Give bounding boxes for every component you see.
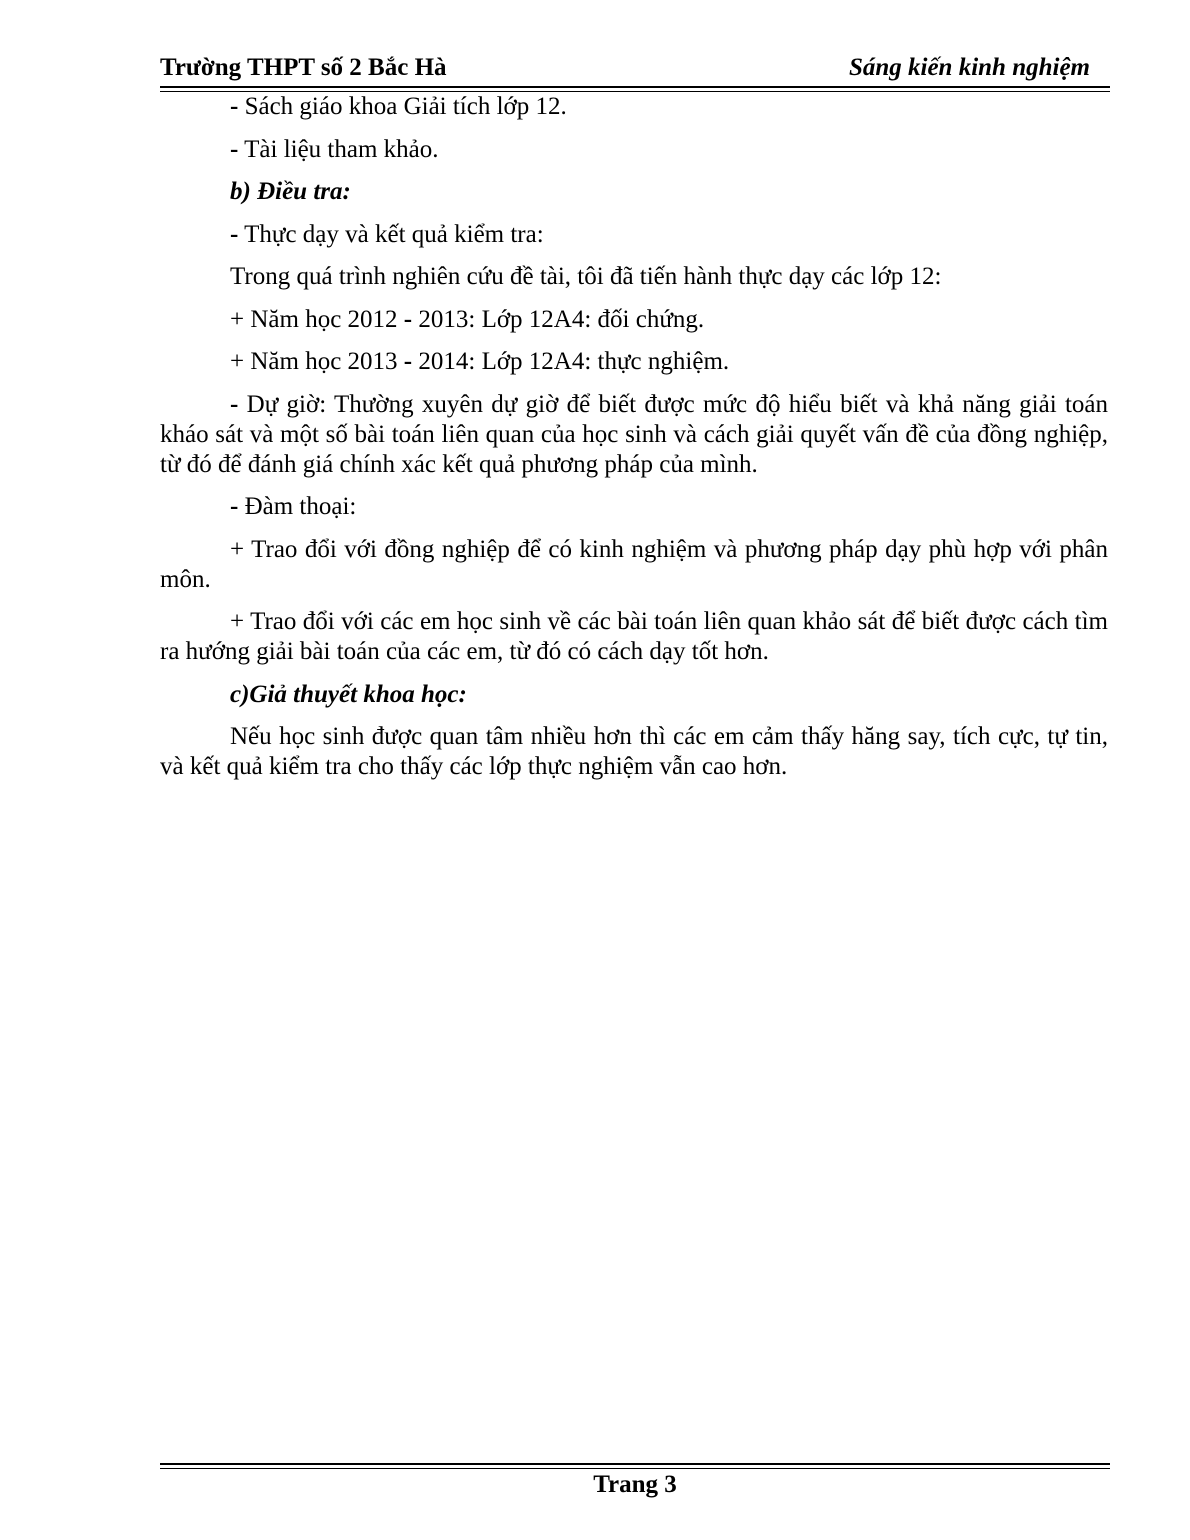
paragraph-text: Sách giáo khoa Giải tích lớp 12. [238,93,567,120]
dash-marker: - [230,390,239,418]
page-number: Trang 3 [593,1471,677,1498]
paragraph: + Trao đổi với các em học sinh về các bài toán liên quan khảo sát để biết được cách tìm ra hướng giải bài toán của các em, từ đó có cách dạy tốt hơn. [160,608,1108,665]
section-heading-c: c)Giả thuyết khoa học: [230,680,467,708]
paragraph [160,492,1108,522]
paragraph: Trong quá trình nghiên cứu đề tài, tôi đã tiến hành thực dạy các lớp 12: [230,263,942,290]
paragraph-text: Thực dạy và kết quả kiểm tra: [238,220,544,248]
dash-marker: - [230,135,239,163]
dash-marker: - [230,93,239,120]
paragraph-text: 2013: Lớp 12A4: đối chứng. [412,305,705,333]
footer-divider [160,1463,1110,1469]
paragraph-text: + Năm học 2012 [230,305,404,333]
dash-marker: - [230,220,239,248]
paragraph-text: 2014: Lớp 12A4: thực nghiệm. [412,348,730,375]
document-body [160,92,1108,795]
dash-marker: - [403,348,413,375]
paragraph [160,92,1108,122]
paragraph [160,390,1108,480]
dash-marker: - [403,305,413,333]
page-header [160,54,1110,84]
paragraph-text: Dự giờ: Thường xuyên dự giờ để biết được mức độ hiểu biết và khả năng giải toán kháo sát và một số bài toán liên quan của học sinh và cách giải quyết vấn đề của đồng nghiệp, từ đó để đánh giá chính xác kết quả phương pháp của mình. [160,390,1108,478]
paragraph [160,305,1108,335]
paragraph-text: + Năm học 2013 [230,348,404,375]
paragraph-text: Tài liệu tham khảo. [238,135,439,163]
document-type: Sáng kiến kinh nghiệm [848,54,1090,81]
paragraph [160,220,1108,250]
dash-marker: - [230,493,239,520]
paragraph: + Trao đổi với đồng nghiệp để có kinh nghiệm và phương pháp dạy phù hợp với phân môn. [160,535,1108,593]
school-name: Trường THPT số 2 Bắc Hà [160,54,447,81]
paragraph: Nếu học sinh được quan tâm nhiều hơn thì các em cảm thấy hăng say, tích cực, tự tin, và kết quả kiểm tra cho thấy các lớp thực nghiệm vẫn cao hơn. [160,723,1108,780]
paragraph [160,347,1108,377]
paragraph-text: Đàm thoại: [238,493,357,520]
section-heading-b: b) Điều tra: [230,178,351,205]
paragraph [160,135,1108,165]
